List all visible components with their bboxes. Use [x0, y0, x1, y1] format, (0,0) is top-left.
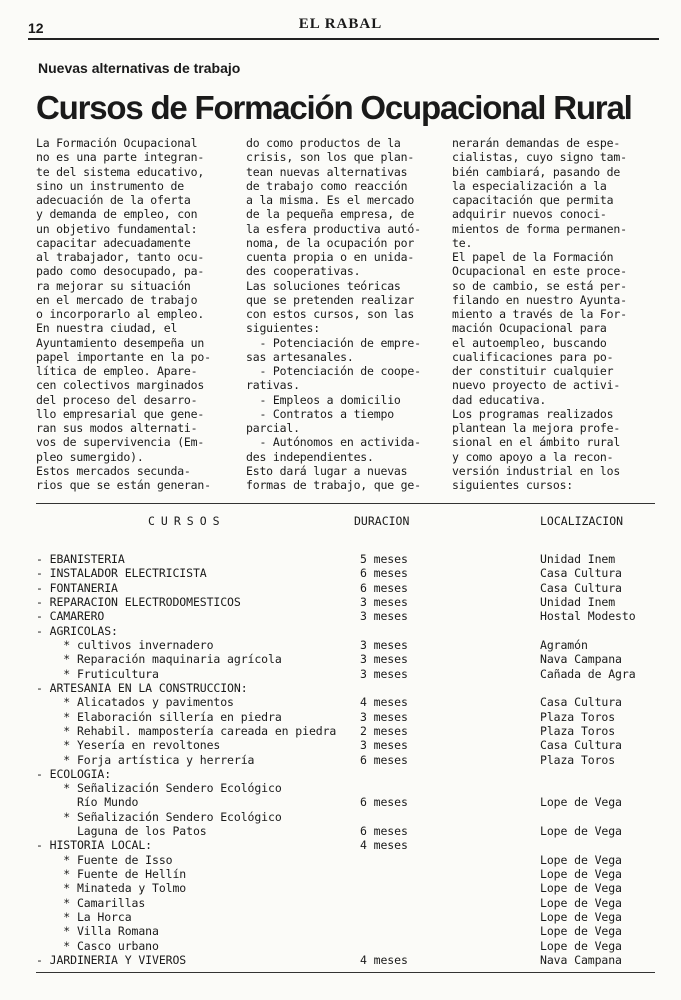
article-line: Estos mercados secunda-: [36, 463, 191, 478]
article-line: mación Ocupacional para: [452, 321, 607, 336]
table-top-rule: [36, 503, 655, 504]
article-line: te.: [452, 235, 473, 250]
article-line: filando en nuestro Ayunta-: [452, 292, 627, 307]
course-name: * Señalización Sendero Ecológico: [36, 781, 282, 796]
table-row: [0, 867, 681, 881]
course-name: - FONTANERIA: [36, 580, 118, 595]
header-rule: [28, 38, 659, 40]
table-row: [0, 595, 681, 609]
course-location: Plaza Toros: [540, 709, 616, 724]
table-row: [0, 939, 681, 953]
header-localizacion: LOCALIZACION: [540, 514, 624, 528]
article-line: tean nuevas alternativas: [246, 164, 408, 179]
course-name: * Elaboración sillería en piedra: [36, 709, 282, 724]
course-location: Lope de Vega: [540, 924, 622, 939]
course-duration: 6 meses: [360, 795, 408, 810]
course-name: * cultivos invernadero: [36, 637, 214, 652]
course-name: * Fuente de Hellín: [36, 867, 187, 881]
course-name: - ECOLOGIA:: [36, 766, 112, 781]
table-row: [0, 896, 681, 910]
course-duration: 3 meses: [360, 652, 408, 667]
course-location: Nava Campana: [540, 953, 622, 967]
course-name: * Yesería en revoltones: [36, 738, 221, 753]
article-line: pado como desocupado, pa-: [36, 264, 205, 279]
table-row: [0, 767, 681, 781]
article-line: cen colectivos marginados: [36, 378, 205, 393]
article-line: sino un instrumento de: [36, 178, 184, 193]
table-row: [0, 552, 681, 566]
course-name: * Señalización Sendero Ecológico: [36, 809, 282, 824]
article-line: sas artesanales.: [246, 349, 354, 364]
course-name: - CAMARERO: [36, 609, 105, 624]
course-duration: 3 meses: [360, 595, 408, 609]
table-row: [0, 581, 681, 595]
course-name: - REPARACION ELECTRODOMESTICOS: [36, 595, 241, 609]
article-line: y demanda de empleo, con: [36, 207, 198, 222]
course-duration: 6 meses: [360, 824, 408, 839]
course-name: * Forja artística y herrería: [36, 752, 255, 767]
article-line: des independientes.: [246, 449, 374, 464]
course-location: Lope de Vega: [540, 852, 622, 867]
article-title: Cursos de Formación Ocupacional Rural: [36, 89, 632, 126]
table-row: [0, 624, 681, 638]
course-location: Lope de Vega: [540, 867, 622, 881]
course-duration: 3 meses: [360, 738, 408, 753]
article-line: plantean la mejora profe-: [452, 421, 621, 435]
article-line: capacitar adecuadamente: [36, 235, 191, 250]
course-location: Lope de Vega: [540, 824, 622, 839]
article-line: do como productos de la: [246, 136, 401, 150]
article-line: Ocupacional en este proce-: [452, 264, 627, 279]
course-location: Agramón: [540, 637, 588, 652]
table-row: [0, 566, 681, 580]
article-line: del proceso del desarro-: [36, 392, 198, 407]
course-location: Unidad Inem: [540, 552, 616, 566]
course-duration: 3 meses: [360, 609, 408, 624]
course-name: * Rehabil. mampostería careada en piedra: [36, 723, 337, 738]
course-duration: 3 meses: [360, 709, 408, 724]
course-location: Casa Cultura: [540, 738, 622, 753]
article-column-3: [452, 136, 652, 492]
course-location: Plaza Toros: [540, 752, 616, 767]
table-row: [0, 609, 681, 623]
table-bottom-rule: [36, 972, 655, 973]
article-line: der constituir cualquier: [452, 364, 614, 378]
course-duration: 4 meses: [360, 838, 408, 853]
article-line: siguientes cursos:: [452, 478, 574, 492]
article-line: La Formación Ocupacional: [36, 136, 198, 150]
course-location: Lope de Vega: [540, 938, 622, 953]
article-line: a la misma. Es el mercado: [246, 193, 415, 207]
article-line: - Empleos a domicilio: [246, 392, 401, 407]
article-line: lítica de empleo. Apare-: [36, 364, 198, 378]
article-line: no es una parte integran-: [36, 150, 205, 165]
article-line: la esfera productiva autó-: [246, 221, 421, 236]
course-name: * Casco urbano: [36, 938, 159, 953]
course-name: * Villa Romana: [36, 924, 159, 939]
article-line: de trabajo como reacción: [246, 178, 408, 193]
article-line: cualificaciones para po-: [452, 349, 614, 364]
article-line: rativas.: [246, 378, 300, 393]
article-line: - Autónomos en activida-: [246, 435, 421, 450]
course-name: * Reparación maquinaria agrícola: [36, 652, 282, 667]
table-row: [0, 695, 681, 709]
table-row: [0, 910, 681, 924]
course-name: * Minateda y Tolmo: [36, 881, 187, 896]
article-line: ra mejorar su situación: [36, 278, 191, 293]
article-line: de la pequeña empresa, de: [246, 207, 415, 222]
table-row: [0, 638, 681, 652]
article-line: noma, de la ocupación por: [246, 235, 415, 250]
article-line: en el mercado de trabajo: [36, 292, 198, 307]
article-line: un objetivo fundamental:: [36, 221, 198, 236]
table-row: [0, 738, 681, 752]
article-line: Los programas realizados: [452, 406, 614, 421]
article-line: te del sistema educativo,: [36, 164, 205, 179]
article-line: con estos cursos, son las: [246, 307, 415, 321]
article-line: adecuación de la oferta: [36, 193, 191, 207]
article-line: formas de trabajo, que ge-: [246, 478, 421, 492]
course-name: Laguna de los Patos: [36, 824, 207, 839]
course-location: Lope de Vega: [540, 881, 622, 896]
article-line: Esto dará lugar a nuevas: [246, 463, 408, 478]
course-duration: 2 meses: [360, 723, 408, 738]
table-row: [0, 652, 681, 666]
article-line: mientos de forma permanen-: [452, 221, 627, 236]
article-line: versión industrial en los: [452, 463, 621, 478]
table-row: [0, 953, 681, 967]
table-row: [0, 781, 681, 795]
article-line: dad educativa.: [452, 392, 547, 407]
article-line: Ayuntamiento desempeña un: [36, 335, 205, 350]
course-name: - INSTALADOR ELECTRICISTA: [36, 566, 207, 581]
article-line: al trabajador, tanto ocu-: [36, 250, 205, 264]
course-name: * La Horca: [36, 910, 132, 924]
course-duration: 3 meses: [360, 637, 408, 652]
course-location: Lope de Vega: [540, 910, 622, 924]
table-row: [0, 795, 681, 809]
article-line: y como apoyo a la recon-: [452, 449, 614, 464]
article-line: adquirir nuevos conoci-: [452, 207, 607, 222]
table-row: [0, 710, 681, 724]
header-cursos: CURSOS: [148, 514, 226, 528]
article-line: Las soluciones teóricas: [246, 278, 401, 293]
article-line: crisis, son los que plan-: [246, 150, 415, 165]
course-name: - EBANISTERIA: [36, 552, 125, 566]
article-line: parcial.: [246, 421, 300, 435]
course-location: Casa Cultura: [540, 695, 622, 710]
table-row: [0, 810, 681, 824]
article-line: sional en el ámbito rural: [452, 435, 621, 450]
course-location: Casa Cultura: [540, 566, 622, 581]
article-line: bién cambiará, pasando de: [452, 164, 621, 179]
table-row: [0, 853, 681, 867]
article-line: o incorporarlo al empleo.: [36, 307, 205, 321]
header-duracion: DURACION: [354, 514, 410, 528]
page-number: 12: [28, 20, 44, 36]
course-location: Cañada de Agra: [540, 666, 636, 681]
section-heading: Nuevas alternativas de trabajo: [38, 60, 241, 76]
course-name: * Alicatados y pavimentos: [36, 695, 234, 710]
course-name: * Camarillas: [36, 895, 146, 910]
table-row: [0, 667, 681, 681]
article-line: nuevo proyecto de activi-: [452, 378, 621, 393]
table-row: [0, 838, 681, 852]
course-duration: 6 meses: [360, 580, 408, 595]
article-line: rios que se están generan-: [36, 478, 211, 492]
course-duration: 5 meses: [360, 552, 408, 566]
course-location: Casa Cultura: [540, 580, 622, 595]
course-duration: 3 meses: [360, 666, 408, 681]
course-name: Río Mundo: [36, 795, 139, 810]
article-line: cialistas, cuyo signo tam-: [452, 150, 627, 165]
course-location: Unidad Inem: [540, 595, 616, 609]
table-row: [0, 824, 681, 838]
article-line: - Contratos a tiempo: [246, 406, 394, 421]
course-duration: 4 meses: [360, 695, 408, 710]
course-location: Plaza Toros: [540, 723, 616, 738]
course-duration: 4 meses: [360, 953, 408, 967]
course-duration: 6 meses: [360, 752, 408, 767]
table-row: [0, 681, 681, 695]
publication-name: EL RABAL: [298, 16, 383, 32]
article-column-1: [36, 136, 234, 492]
article-line: nerarán demandas de espe-: [452, 136, 621, 150]
course-location: Hostal Modesto: [540, 609, 636, 624]
article-line: capacitación que permita: [452, 193, 614, 207]
article-line: des cooperativas.: [246, 264, 361, 279]
course-name: * Fruticultura: [36, 666, 159, 681]
table-row: [0, 924, 681, 938]
article-line: papel importante en la po-: [36, 349, 211, 364]
article-line: que se pretenden realizar: [246, 292, 415, 307]
article-line: so de cambio, se está per-: [452, 278, 627, 293]
article-line: siguientes:: [246, 321, 320, 336]
article-line: cuenta propia o en unida-: [246, 250, 415, 264]
article-line: El papel de la Formación: [452, 250, 614, 264]
course-name: * Fuente de Isso: [36, 852, 173, 867]
course-name: - ARTESANIA EN LA CONSTRUCCION:: [36, 680, 248, 695]
article-line: pleo sumergido).: [36, 449, 144, 464]
course-duration: 6 meses: [360, 566, 408, 581]
table-row: [0, 724, 681, 738]
article-line: miento a través de la For-: [452, 307, 627, 321]
article-line: - Potenciación de empre-: [246, 335, 421, 350]
article-line: llo empresarial que gene-: [36, 406, 205, 421]
article-line: En nuestra ciudad, el: [36, 321, 178, 336]
article-column-2: [246, 136, 442, 492]
table-row: [0, 753, 681, 767]
course-location: Nava Campana: [540, 652, 622, 667]
article-line: vos de supervivencia (Em-: [36, 435, 205, 450]
table-row: [0, 881, 681, 895]
article-line: el autoempleo, buscando: [452, 335, 607, 350]
course-name: - JARDINERIA Y VIVEROS: [36, 953, 187, 967]
course-name: - AGRICOLAS:: [36, 623, 118, 638]
course-location: Lope de Vega: [540, 895, 622, 910]
course-name: - HISTORIA LOCAL:: [36, 838, 153, 853]
article-line: la especialización a la: [452, 178, 607, 193]
course-location: Lope de Vega: [540, 795, 622, 810]
article-line: ran sus modos alternati-: [36, 421, 198, 435]
article-line: - Potenciación de coope-: [246, 364, 421, 378]
